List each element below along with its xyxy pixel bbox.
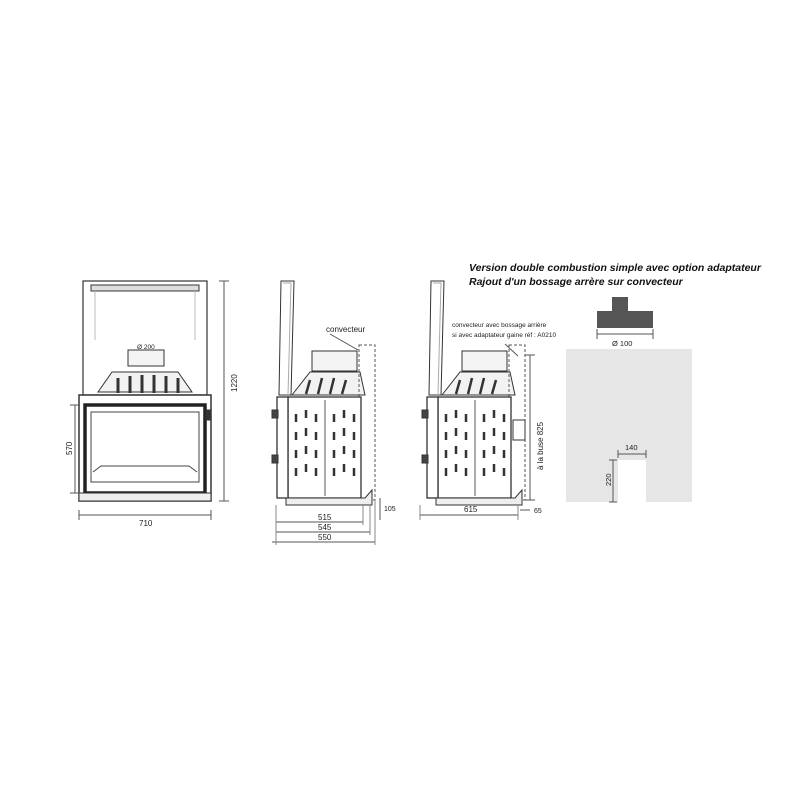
front-view xyxy=(70,281,229,520)
side-view xyxy=(272,281,380,545)
adapter-side-flue-collar xyxy=(462,351,507,371)
side-convector-label: convecteur xyxy=(326,325,366,334)
side-flue-collar xyxy=(312,351,357,371)
side-hood xyxy=(279,281,294,395)
adapter-side-dome xyxy=(442,372,515,395)
front-flue-collar xyxy=(128,350,164,366)
front-door-height-label: 570 xyxy=(65,441,74,455)
side-view-adapter xyxy=(420,281,535,520)
adapter-opening xyxy=(618,460,646,502)
adapter-boss xyxy=(513,420,525,440)
adapter-note-line-2: si avec adaptateur gaine réf : A0210 xyxy=(452,332,557,339)
adapter-pipe-top xyxy=(612,297,628,311)
adapter-note-line-1: convecteur avec bossage arrière xyxy=(452,322,547,329)
side-convector-leader xyxy=(330,334,358,350)
adapter-height-label: à la buse 825 xyxy=(536,421,545,470)
front-width-label: 710 xyxy=(139,519,153,528)
side-door-edge xyxy=(277,397,288,498)
front-flue-diameter-label: Ø 200 xyxy=(137,344,155,351)
header-line-2: Rajout d'un bossage arrère sur convecteur xyxy=(469,276,683,288)
adapter-detail xyxy=(566,297,692,502)
side-depth-545-label: 545 xyxy=(318,523,332,532)
header-line-1: Version double combustion simple avec option adaptateur xyxy=(469,262,761,274)
side-depth-515-label: 515 xyxy=(318,513,332,522)
adapter-offset-65-label: 65 xyxy=(534,508,542,515)
side-handle-bottom xyxy=(272,455,278,463)
side-handle-top xyxy=(272,410,278,418)
side-depth-550-label: 550 xyxy=(318,533,332,542)
front-hood-top xyxy=(91,285,199,291)
adapter-diameter-label: Ø 100 xyxy=(612,339,633,348)
adapter-pipe xyxy=(597,311,653,328)
adapter-side-hood xyxy=(429,281,444,395)
front-handle xyxy=(206,410,211,420)
side-dome xyxy=(292,372,365,395)
adapter-side-door-edge xyxy=(427,397,438,498)
side-foot-height-label: 105 xyxy=(384,506,396,513)
front-glass xyxy=(91,412,199,482)
adapter-depth-615-label: 615 xyxy=(464,505,478,514)
adapter-opening-height-label: 220 xyxy=(604,473,613,486)
front-height-label: 1220 xyxy=(230,374,239,392)
adapter-opening-width-label: 140 xyxy=(625,443,638,452)
front-base xyxy=(79,493,211,501)
